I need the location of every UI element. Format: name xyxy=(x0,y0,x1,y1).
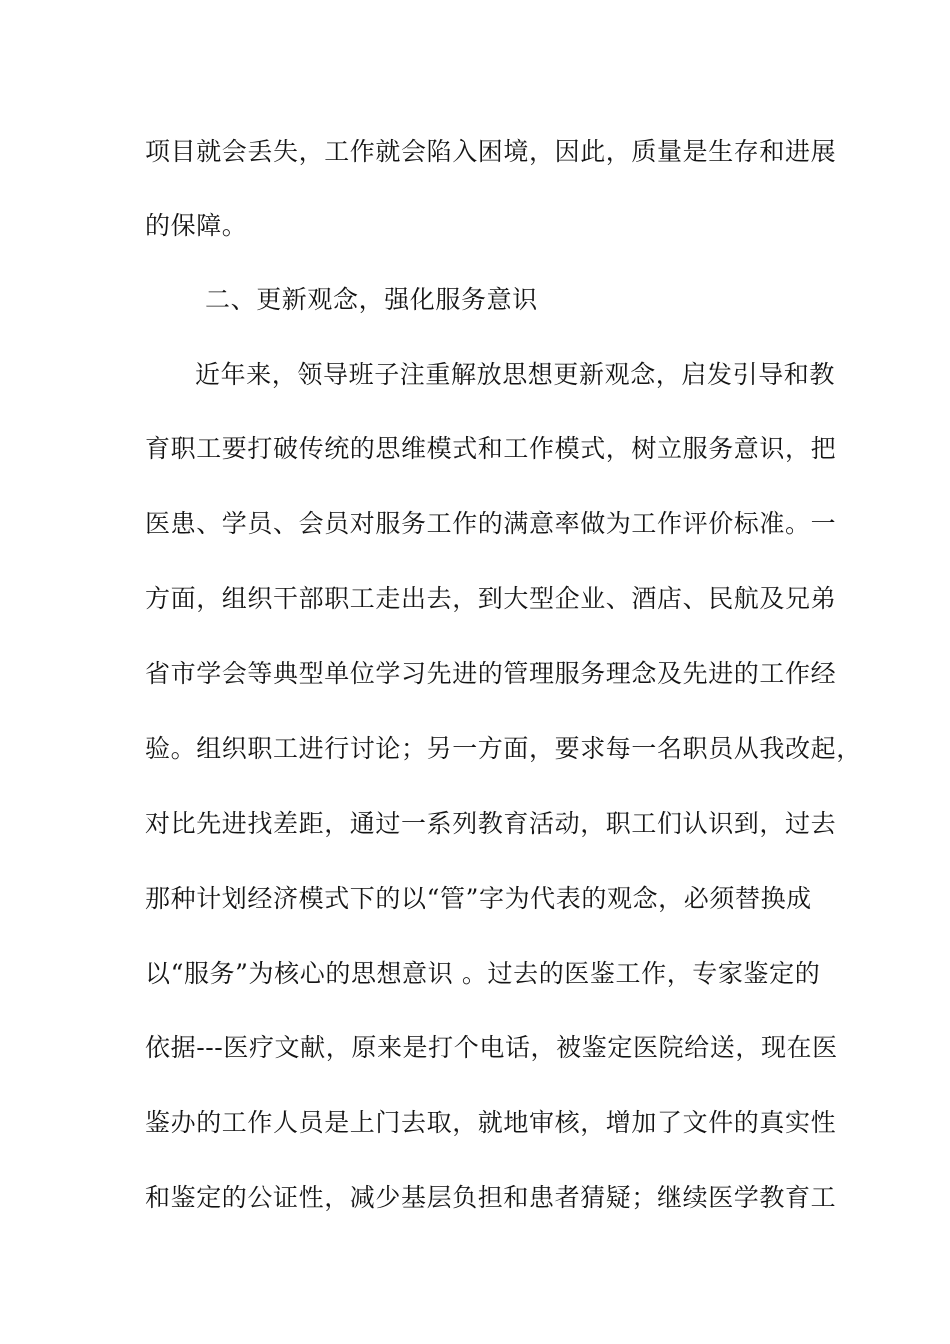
paragraph-line-6: 方面，组织干部职工走出去，到大型企业、酒店、民航及兄弟 xyxy=(145,584,837,613)
paragraph-line-5: 医患、学员、会员对服务工作的满意率做为工作评价标准。一 xyxy=(145,509,837,538)
paragraph-line-11: 以“服务”为核心的思想意识 。过去的医鉴工作，专家鉴定的 xyxy=(145,959,821,988)
paragraph-line-8: 验。组织职工进行讨论；另一方面，要求每一名职员从我改起， xyxy=(145,734,862,763)
paragraph-line-4: 育职工要打破传统的思维模式和工作模式，树立服务意识，把 xyxy=(145,434,837,463)
paragraph-line-7: 省市学会等典型单位学习先进的管理服务理念及先进的工作经 xyxy=(145,659,837,688)
paragraph-line-3: 近年来，领导班子注重解放思想更新观念，启发引导和教 xyxy=(195,360,836,389)
paragraph-line-1: 项目就会丢失，工作就会陷入困境，因此，质量是生存和进展 xyxy=(145,137,837,166)
paragraph-line-2: 的保障。 xyxy=(145,211,248,240)
paragraph-line-12: 依据---医疗文献，原来是打个电话，被鉴定医院给送，现在医 xyxy=(145,1033,838,1062)
section-heading: 二、更新观念，强化服务意识 xyxy=(205,285,538,314)
paragraph-line-14: 和鉴定的公证性，减少基层负担和患者猜疑；继续医学教育工 xyxy=(145,1183,837,1212)
paragraph-line-9: 对比先进找差距，通过一系列教育活动，职工们认识到，过去 xyxy=(145,809,837,838)
paragraph-line-13: 鉴办的工作人员是上门去取，就地审核，增加了文件的真实性 xyxy=(145,1108,837,1137)
paragraph-line-10: 那种计划经济模式下的以“管”字为代表的观念，必须替换成 xyxy=(145,884,812,913)
